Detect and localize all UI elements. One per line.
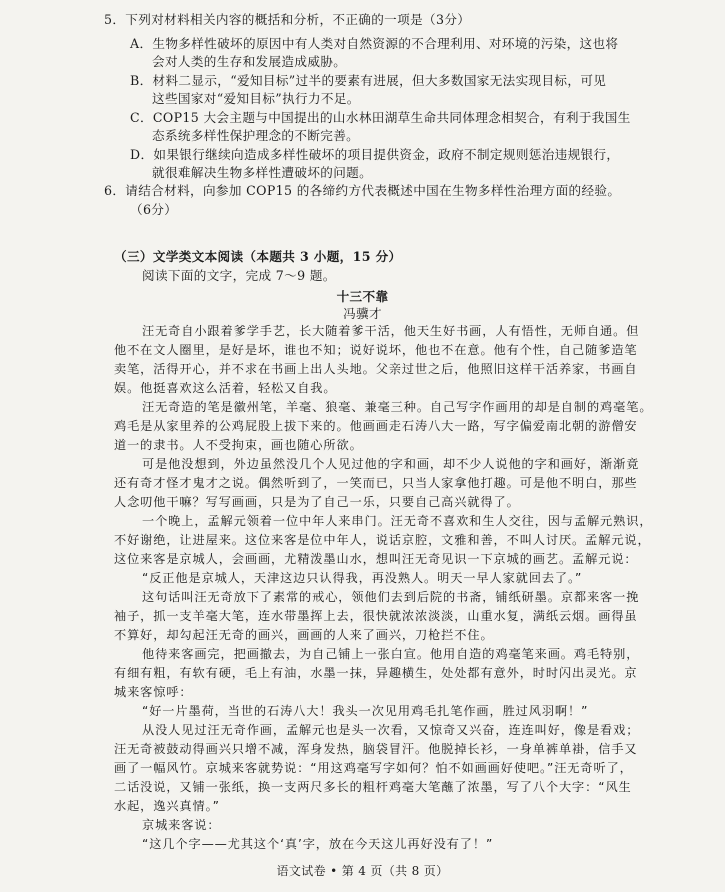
- q5-option-b-line2: 这些国家对“爱知目标”执行力不足。: [152, 91, 360, 106]
- story-line-14: “反正他是京城人，天津这边只认得我，再没熟人。明天一早人家就回去了。”: [142, 571, 583, 585]
- q5-option-b-line1: B．材料二显示，“爱知目标”过半的要素有进展，但大多数国家无法实现目标，可见: [130, 73, 607, 88]
- story-line-22: 从没人见过汪无奇作画，孟解元也是头一次看，又惊奇又兴奋，连连叫好，像是看戏；: [142, 723, 640, 737]
- q5-option-d-line1: D．如果银行继续向造成多样性破坏的项目提供资金，政府不制定规则惩治违规银行，: [130, 147, 620, 162]
- q6-line2: （6分）: [130, 202, 178, 217]
- story-line-5: 汪无奇造的笔是徽州笔，羊毫、狼毫、兼毫三种。自己写字作画用的却是自制的鸡毫笔。: [142, 400, 653, 414]
- story-line-23: 汪无奇被鼓动得画兴只增不减，浑身发热，脑袋冒汗。他脱掉长衫，一身单裤单褂，信手又: [114, 742, 638, 756]
- story-line-19: 有细有粗，有软有硬，毛上有油，水墨一抹，异趣横生，处处都有意外，时时闪出灵光。京: [114, 666, 638, 680]
- q5-option-d-line2: 就很难解决生物多样性遭破坏的问题。: [152, 165, 373, 180]
- story-line-20: 城来客惊呼：: [114, 685, 193, 699]
- story-line-17: 不算好，却勾起汪无奇的画兴，画画的人来了画兴，刀枪拦不住。: [114, 628, 494, 642]
- story-line-18: 他待来客画完，把画撤去，为自己铺上一张白宣。他用自造的鸡毫笔来画。鸡毛特别，: [142, 647, 640, 661]
- q5-option-a-line2: 会对人类的生存和发展造成威胁。: [152, 54, 347, 69]
- story-line-28: “这几个字——尤其这个‘真’字，放在今天这儿再好没有了！”: [142, 837, 494, 851]
- story-line-25: 二话没说，又铺一张纸，换一支两尺多长的粗杆鸡毫大笔蘸了浓墨，写了八个大字：“风生: [114, 780, 632, 794]
- story-line-15: 这句话叫汪无奇放下了素常的戒心，领他们去到后院的书斋，铺纸研墨。京都来客一挽: [142, 590, 640, 604]
- story-line-27: 京城来客说：: [142, 818, 221, 832]
- story-title: 十三不靠: [336, 289, 389, 304]
- section-header: （三）文学类文本阅读（本题共 3 小题，15 分）: [114, 249, 402, 264]
- q6-line1: 6．请结合材料，向参加 COP15 的各缔约方代表概述中国在生物多样性治理方面的经验。: [104, 183, 621, 198]
- page-footer: 语文试卷 • 第 4 页（共 8 页）: [276, 864, 449, 878]
- story-line-6: 鸡毛是从家里养的公鸡屁股上拔下来的。他画画走石涛八大一路，写字偏爱南北朝的游僧安: [114, 419, 638, 433]
- section-instruction: 阅读下面的文字，完成 7～9 题。: [142, 268, 336, 283]
- story-author: 冯骥才: [343, 306, 382, 321]
- story-line-2: 他不在文人圈里，是好是坏，谁也不知；说好说坏，他也不在意。他有个性，自己随爹造笔: [114, 343, 638, 357]
- q5-stem: 5．下列对材料相关内容的概括和分析，不正确的一项是（3分）: [104, 12, 471, 27]
- story-line-16: 袖子，抓一支羊毫大笔，连水带墨挥上去，很快就浓浓淡淡，山重水复，满纸云烟。画得虽: [114, 609, 638, 623]
- story-line-7: 道一的隶书。人不受拘束，画也随心所欲。: [114, 438, 363, 452]
- q5-option-a-line1: A．生物多样性破坏的原因中有人类对自然资源的不合理利用、对环境的污染，这也将: [130, 36, 619, 51]
- story-line-10: 人念叨他干嘛？写写画画，只是为了自己一乐，只要自己高兴就得了。: [114, 495, 520, 509]
- story-line-11: 一个晚上，孟解元领着一位中年人来串门。汪无奇不喜欢和生人交往，因与孟解元熟识，: [142, 514, 653, 528]
- story-line-8: 可是他没想到，外边虽然没几个人见过他的字和画，却不少人说他的字和画好，渐渐竟: [142, 457, 640, 471]
- story-line-3: 卖笔，活得开心，并不求在书画上出人头地。父亲过世之后，他照旧这样干活养家，书画自: [114, 362, 638, 376]
- story-line-12: 不好谢绝，让进屋来。这位来客是位中年人，说话京腔，文雅和善，不叫人讨厌。孟解元说，: [114, 533, 651, 547]
- story-line-26: 水起，逸兴真情。”: [114, 799, 220, 813]
- story-line-21: “好一片墨荷，当世的石涛八大！我头一次见用鸡毛扎笔作画，胜过风羽啊！”: [142, 704, 589, 718]
- story-line-4: 娱。他挺喜欢这么活着，轻松又自我。: [114, 381, 337, 395]
- story-line-9: 还有奇才怪才鬼才之说。偶然听到了，一笑而已，只当人家拿他打趣。可是他不明白，那些: [114, 476, 638, 490]
- story-line-24: 画了一幅风竹。京城来客就势说：“用这鸡毫写字如何？怕不如画画好使吧。”汪无奇听了，: [114, 761, 633, 775]
- q5-option-c-line2: 态系统多样性保护理念的不断完善。: [152, 128, 360, 143]
- q5-option-c-line1: C．COP15 大会主题与中国提出的山水林田湖草生命共同体理念相契合，有利于我国生: [130, 110, 631, 125]
- story-line-1: 汪无奇自小跟着爹学手艺，长大随着爹干活，他天生好书画，人有悟性，无师自通。但: [142, 324, 640, 338]
- story-line-13: 这位来客是京城人，会画画，尤精泼墨山水，想叫汪无奇见识一下京城的画艺。孟解元说：: [114, 552, 638, 566]
